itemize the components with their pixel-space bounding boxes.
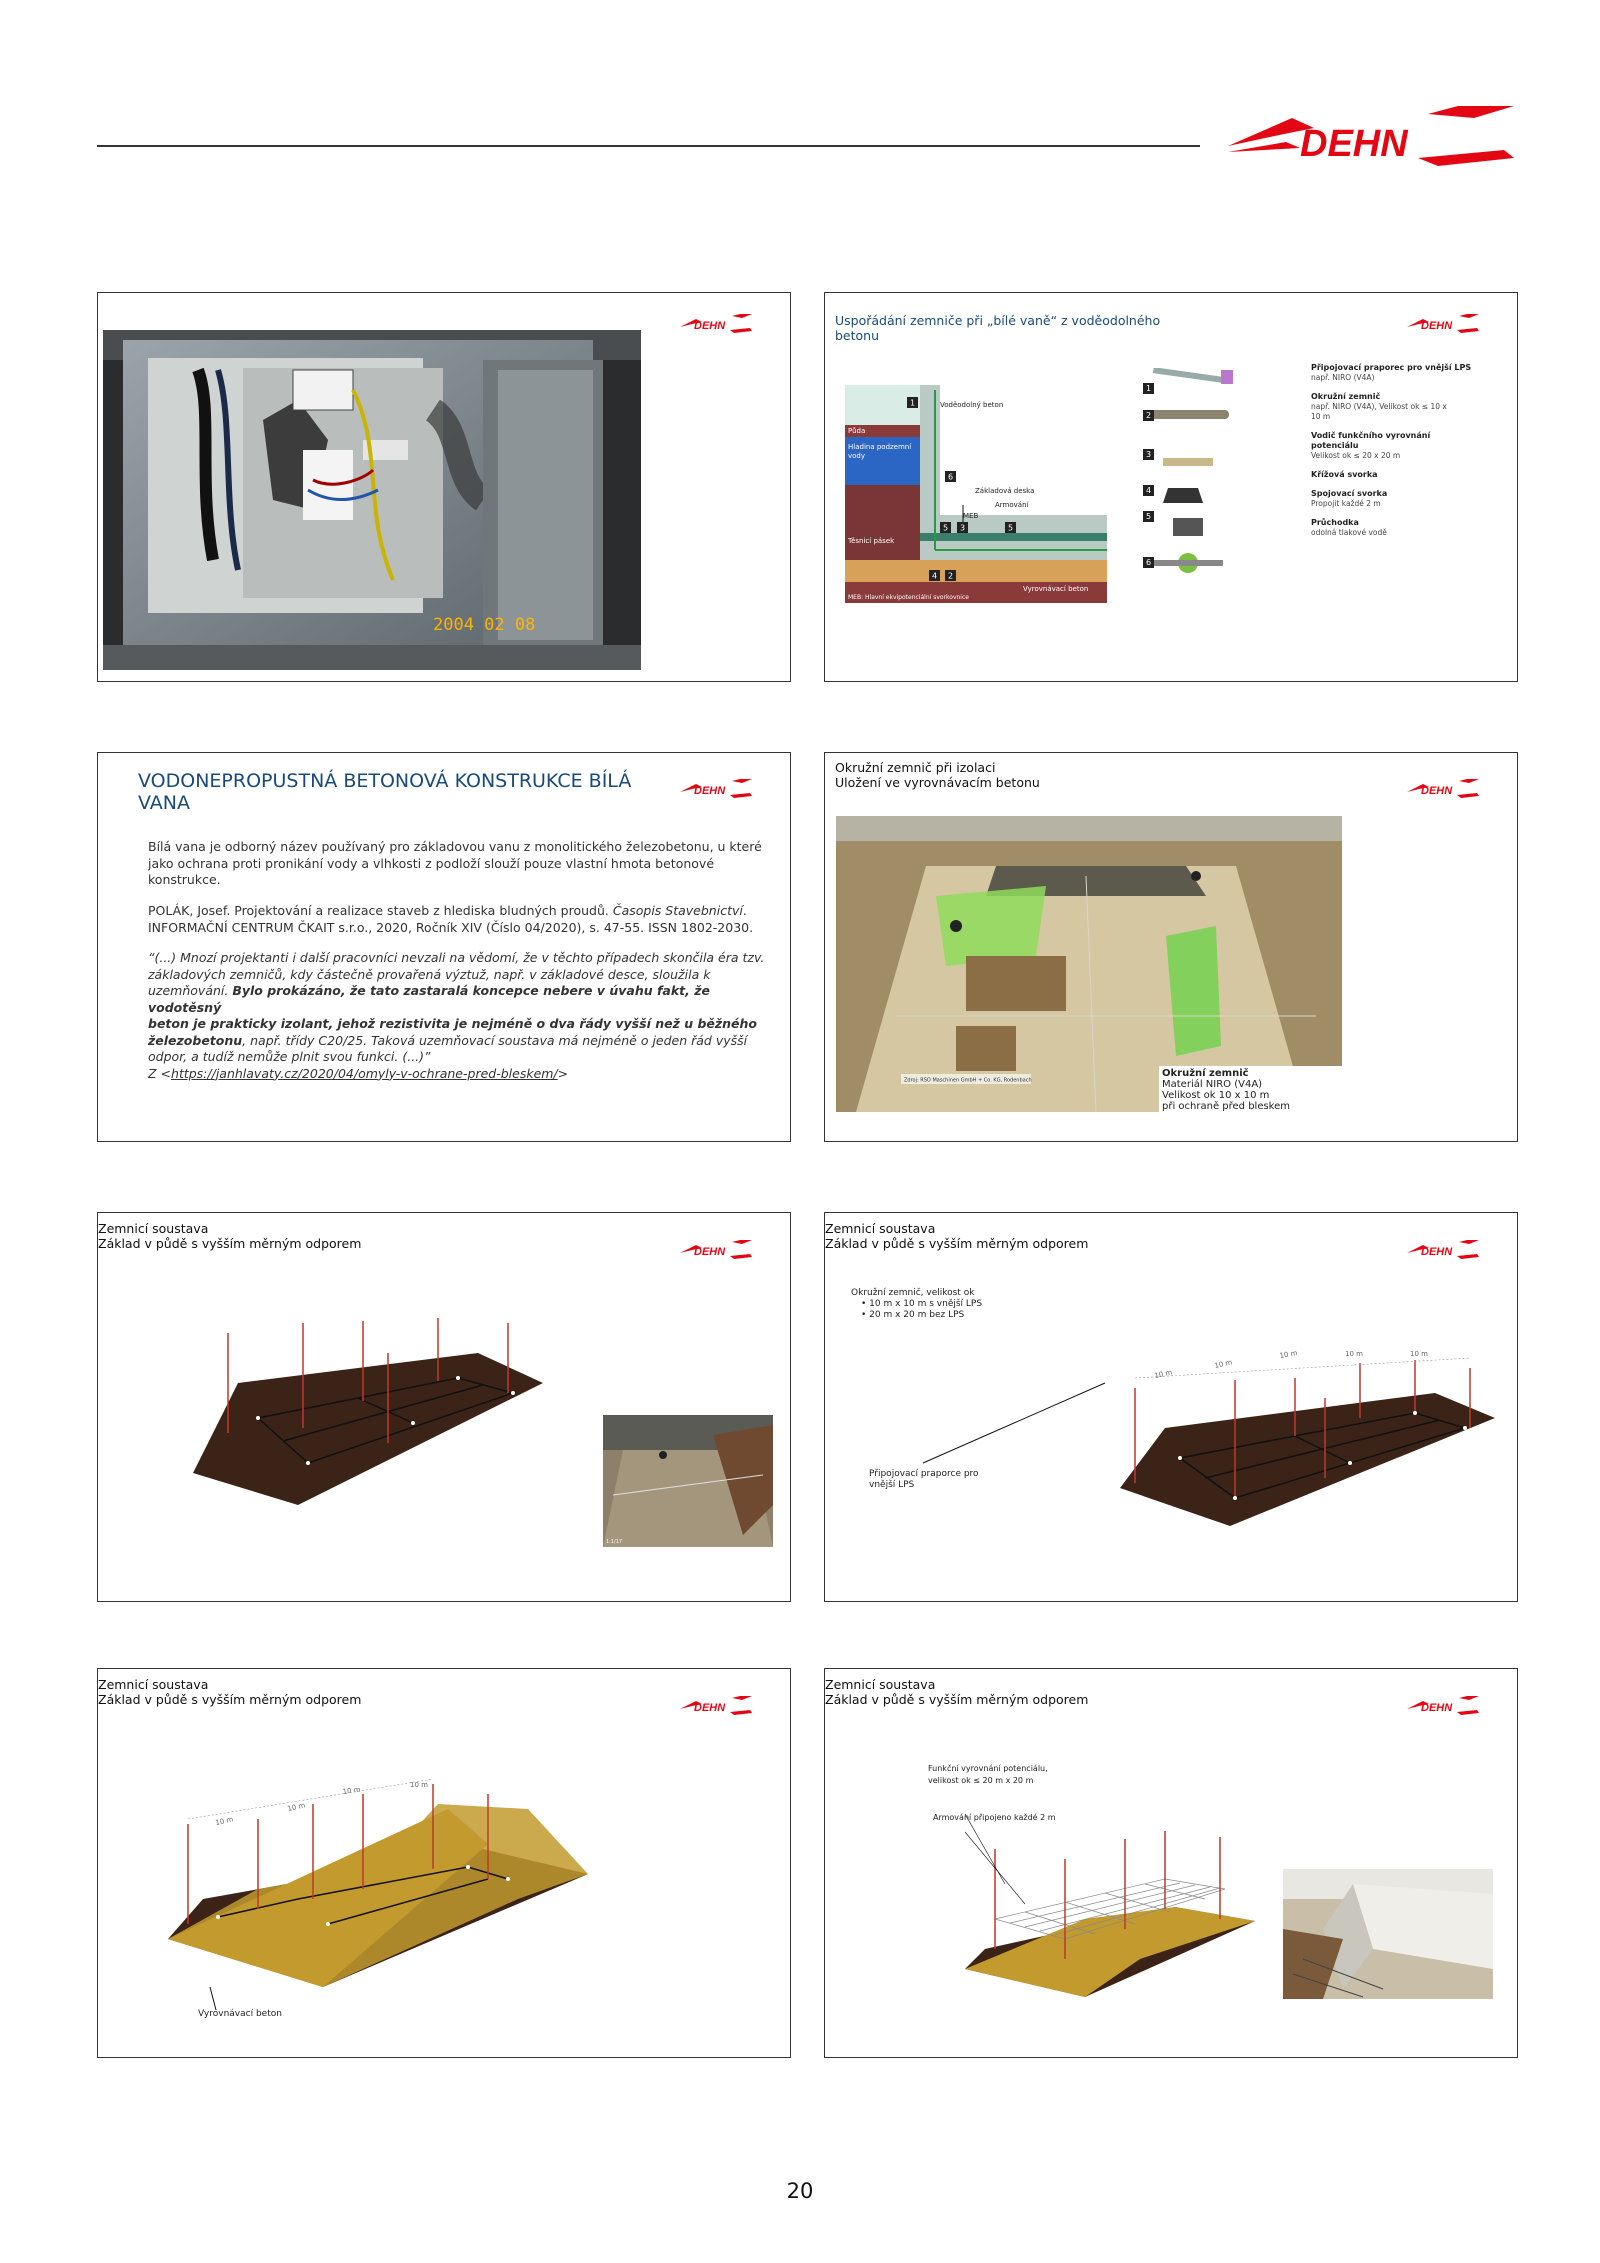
photo-timestamp: 2004 02 08 — [433, 615, 536, 635]
definition-paragraph: Bílá vana je odborný název používaný pro základovou vanu z monolitického železobetonu, u které jako ochrana proti pronikání vody a vlhkosti z podloží slouží pouze vlastní hmota betonové konstrukce. — [148, 839, 762, 887]
svg-text:3: 3 — [959, 523, 966, 533]
svg-text:DEHN: DEHN — [694, 1246, 726, 1258]
svg-text:10 m: 10 m — [286, 1801, 306, 1813]
slide-title: Zemnicí soustava Základ v půdě s vyšším měrným odporem — [825, 1221, 1089, 1251]
slide-title: Okružní zemnič při izolaci Uložení ve vyrovnávacím betonu — [835, 760, 1040, 790]
slide-logo — [680, 1239, 752, 1265]
svg-text:MEB: Hlavní ekvipotenciální sv: MEB: Hlavní ekvipotenciální svorkovnice — [848, 594, 969, 601]
slide-title: Zemnicí soustava Základ v půdě s vyšším měrným odporem — [98, 1221, 362, 1251]
foundation-photo — [1283, 1869, 1493, 1999]
svg-text:10 m: 10 m — [342, 1785, 362, 1796]
legend-num-2: 2 — [1143, 410, 1154, 421]
callout-line — [98, 1669, 791, 2058]
slide-heading: VODONEPROPUSTNÁ BETONOVÁ KONSTRUKCE BÍLÁ VANA — [138, 770, 632, 814]
components-images — [1143, 368, 1238, 598]
svg-text:10 m: 10 m — [1153, 1368, 1173, 1380]
legend-num-4: 4 — [1143, 485, 1154, 496]
svg-text:10 m: 10 m — [1278, 1348, 1299, 1360]
legend-num-1: 1 — [1143, 383, 1154, 394]
slide-title: Uspořádání zemniče při „bílé vaně“ z voděodolného betonu — [835, 313, 1161, 343]
slide-logo — [1407, 1695, 1479, 1721]
photo-caption: Okružní zemnič Materiál NIRO (V4A) Velikost ok 10 x 10 m při ochraně před bleskem — [1159, 1066, 1350, 1120]
svg-text:Voděodolný beton: Voděodolný beton — [940, 401, 1004, 409]
svg-text:10 m: 10 m — [1345, 1350, 1363, 1358]
slide-ring-earth-photo — [824, 752, 1518, 1142]
callout-line — [825, 1213, 1518, 1602]
slide-title: Zemnicí soustava Základ v půdě s vyšším měrným odporem — [825, 1677, 1089, 1707]
dehn-logo — [1228, 104, 1514, 176]
citation-paragraph: POLÁK, Josef. Projektování a realizace staveb z hlediska bludných proudů. Časopis Stavebnictví. INFORMAČNÍ CENTRUM ČKAIT s.r.o., 2020, Ročník XIV (Číslo 04/2020), s. 47-55. ISSN 1802-2030. — [148, 903, 754, 935]
svg-text:Armování: Armování — [995, 501, 1029, 509]
svg-text:10 m: 10 m — [410, 1781, 428, 1789]
svg-text:Základová deska: Základová deska — [975, 487, 1035, 495]
svg-text:5: 5 — [1007, 523, 1014, 533]
svg-text:Těsnicí pásek: Těsnicí pásek — [848, 537, 895, 545]
source-link[interactable]: https://janhlavaty.cz/2020/04/omyly-v-ochrane-pred-bleskem/ — [171, 1065, 558, 1081]
svg-text:DEHN: DEHN — [694, 1702, 726, 1714]
svg-text:2: 2 — [947, 571, 954, 581]
equalization-callouts: Funkční vyrovnání potenciálu, velikost ok ≤ 20 m x 20 m — [928, 1764, 1048, 1785]
svg-text:5: 5 — [942, 523, 949, 533]
slide-white-tank-text — [97, 752, 791, 1142]
slide-logo — [1407, 313, 1479, 339]
earthing-grid-render — [178, 1313, 548, 1513]
svg-text:DEHN: DEHN — [694, 785, 726, 797]
slide-title: Zemnicí soustava Základ v půdě s vyšším měrným odporem — [98, 1677, 362, 1707]
slide-earthing-grid-1 — [97, 1212, 791, 1602]
svg-text:DEHN: DEHN — [1300, 123, 1408, 165]
slide-logo — [680, 778, 752, 804]
mesh-size-notes: Okružní zemnič, velikost ok • 10 m x 10 m s vnější LPS • 20 m x 20 m bez LPS — [851, 1288, 983, 1320]
svg-text:10 m: 10 m — [214, 1815, 234, 1827]
legend-num-3: 3 — [1143, 449, 1154, 460]
cross-section-diagram — [845, 385, 1107, 603]
svg-text:1: 1 — [909, 398, 916, 408]
trench-photo — [603, 1415, 773, 1547]
rebar-callout: Armování připojeno každé 2 m — [933, 1813, 1056, 1822]
slide-white-tank-diagram — [824, 292, 1518, 682]
svg-text:DEHN: DEHN — [1421, 785, 1453, 797]
components-legend: Připojovací praporec pro vnější LPS např. NIRO (V4A) Okružní zemnič např. NIRO (V4A), Velikost ok ≤ 10 x 10 m Vodič funkčního vyrovnání potenciálu Velikost ok ≤ 20 x 20 m Křížová svorka Spojovací svorka Propojit každé 2 m Průchodka odolná tlakové vodě — [1311, 363, 1472, 537]
svg-text:DEHN: DEHN — [1421, 1246, 1453, 1258]
svg-text:4: 4 — [931, 571, 938, 581]
slide-cabinet-photo — [97, 292, 791, 682]
legend-num-6: 6 — [1143, 557, 1154, 568]
slide-logo — [680, 313, 752, 339]
header-rule — [97, 145, 1200, 147]
page-number: 20 — [786, 2179, 814, 2203]
cabinet-photo — [103, 330, 641, 670]
svg-text:MEB: MEB — [963, 512, 979, 520]
svg-text:DEHN: DEHN — [1421, 1702, 1453, 1714]
rebar-grid-render — [965, 1809, 1265, 1999]
slide-earthing-grid-2 — [824, 1212, 1518, 1602]
svg-text:6: 6 — [947, 472, 954, 482]
svg-text:Hladina podzemní: Hladina podzemní — [848, 443, 912, 451]
svg-text:DEHN: DEHN — [1421, 320, 1453, 332]
slide-logo — [1407, 778, 1479, 804]
svg-text:1:1/17: 1:1/17 — [606, 1539, 623, 1545]
lps-callout: Připojovací praporce pro vnější LPS — [869, 1469, 979, 1490]
svg-text:Půda: Půda — [848, 427, 866, 435]
svg-text:10 m: 10 m — [1213, 1358, 1233, 1370]
quote-paragraph: “(...) Mnozí projektanti i další pracovníci nevzali na vědomí, že v těchto případech skončila éra tzv. základových zemničů, kdy částečně provařená výztuž, např. v základové desce, sloužila k uzemňování. Bylo prokázáno, že tato zastaralá koncepce nebere v úvahu fakt, že vodotěsný beton je prakticky izolant, jehož rezistivita je nejméně o dva řády vyšší než u běžného železobetonu, např. třídy C20/25. Taková uzemňovací soustava má nejméně o jeden řád vyšší odpor, a tudíž nemůže plnit svou funkci. (...)” Z <https://janhlavaty.cz/2020/04/omyly-v-ochrane-pred-bleskem/> — [148, 950, 765, 1081]
svg-text:vody: vody — [848, 452, 866, 460]
svg-text:10 m: 10 m — [1410, 1350, 1428, 1358]
svg-text:Zdroj: RSO Maschinen GmbH + Co: Zdroj: RSO Maschinen GmbH + Co. KG, Rodenbach — [904, 1077, 1032, 1084]
legend-num-5: 5 — [1143, 511, 1154, 522]
concrete-callout: Vyrovnávací beton — [198, 2009, 282, 2019]
slide-earthing-grid-4 — [824, 1668, 1518, 2058]
svg-text:DEHN: DEHN — [694, 320, 726, 332]
svg-text:Vyrovnávací beton: Vyrovnávací beton — [1023, 585, 1089, 593]
slide-earthing-grid-3 — [97, 1668, 791, 2058]
